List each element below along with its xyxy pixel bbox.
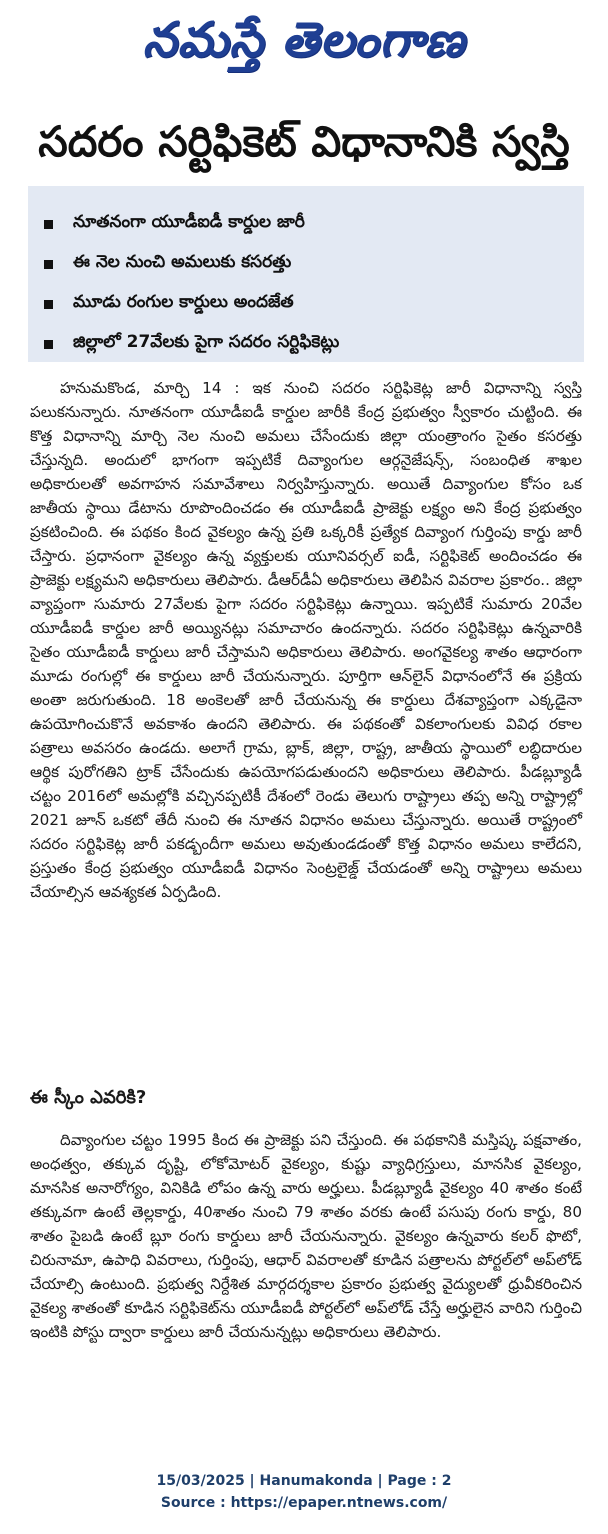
highlight-text: నూతనంగా యూడీఐడీ కార్డుల జారీ (73, 212, 305, 232)
bullet-square-icon (44, 300, 53, 309)
page-footer (0, 1470, 608, 1514)
article-body (30, 376, 582, 904)
highlights-box (28, 186, 584, 362)
bullet-square-icon (44, 220, 53, 229)
body-paragraph: దివ్యాంగుల చట్టం 1995 కింద ఈ ప్రాజెక్టు పని చేస్తుంది. ఈ పథకానికి మస్తిష్క పక్షవాతం, అంధత్వం, తక్కువ దృష్టి, లోకోమోటర్ వైకల్యం, కుష్టు వ్యాధిగ్రస్తులు, మానసిక వైకల్యం, మానసిక అనారోగ్యం, వినికిడి లోపం ఉన్న వారు అర్హులు. పీడబ్ల్యూడీ వైకల్యం 40 శాతం కంటే తక్కువగా ఉంటే తెల్లకార్డు, 40శాతం నుంచి 79 శాతం వరకు ఉంటే పసుపు రంగు కార్డు, 80 శాతం పైబడి ఉంటే బ్లూ రంగు కార్డులు జారీ చేయనున్నారు. వైకల్యం ఉన్నవారు కలర్ ఫొటో, చిరునామా, ఉపాధి వివరాలు, గుర్తింపు, ఆధార్ వివరాలతో కూడిన పత్రాలను పోర్టల్‌లో అప్‌లోడ్ చేయాల్సి ఉంటుంది. ప్రభుత్వ నిర్దేశిత మార్గదర్శకాల ప్రకారం ప్రభుత్వ వైద్యులతో ధ్రువీకరించిన వైకల్య శాతంతో కూడిన సర్టిఫికెట్‌ను యూడీఐడీ పోర్టల్‌లో అప్‌లోడ్ చేస్తే అర్హులైన వారిని గుర్తించి ఇంటికి పోస్టు ద్వారా కార్డులు జారీ చేయనున్నట్లు అధికారులు తెలిపారు. (30, 1131, 582, 1341)
masthead (0, 0, 608, 92)
highlight-item (28, 204, 584, 244)
article-body-section-2 (30, 1128, 582, 1344)
bullet-square-icon (44, 340, 53, 349)
dateline: 15/03/2025 | Hanumakonda | Page : 2 (156, 1473, 452, 1489)
article-headline: సదరం సర్టిఫికెట్ విధానానికి స్వస్తి (38, 117, 570, 166)
highlight-text: జిల్లాలో 27వేలకు పైగా సదరం సర్టిఫికెట్లు (73, 332, 340, 352)
highlight-item (28, 324, 584, 364)
bullet-square-icon (44, 260, 53, 269)
highlight-text: మూడు రంగుల కార్డులు అందజేత (73, 292, 294, 312)
newspaper-logo: నమస్తే తెలంగాణ (142, 12, 466, 68)
highlight-item (28, 244, 584, 284)
highlight-text: ఈ నెల నుంచి అమలుకు కసరత్తు (73, 252, 292, 272)
section-subheading: ఈ స్కీం ఎవరికి? (30, 1087, 147, 1108)
source-link[interactable]: Source : https://epaper.ntnews.com/ (160, 1495, 448, 1511)
highlight-item (28, 284, 584, 324)
body-paragraph: హనుమకొండ, మార్చి 14 : ఇక నుంచి సదరం సర్టిఫికెట్ల జారీ విధానాన్ని స్వస్తి పలుకనున్నారు. నూతనంగా యూడీఐడీ కార్డుల జారీకి కేంద్ర ప్రభుత్వం స్వీకారం చుట్టింది. ఈ కొత్త విధానాన్ని మార్చి నెల నుంచి అమలు చేసేందుకు జిల్లా యంత్రాంగం సైతం కసరత్తు చేస్తున్నది. అందులో భాగంగా ఇప్పటికే దివ్యాంగుల ఆర్గనైజేషన్స్, సంబంధిత శాఖల అధికారులతో అవగాహన సమావేశాలు నిర్వహిస్తున్నారు. అయితే దివ్యాంగుల కోసం ఒక జాతీయ స్థాయి డేటాను రూపొందించడం ఈ యూడీఐడీ ప్రాజెక్టు లక్ష్యం అని కేంద్ర ప్రభుత్వం ప్రకటించింది. ఈ పథకం కింద వైకల్యం ఉన్న ప్రతి ఒక్కరికీ ప్రత్యేక దివ్యాంగ గుర్తింపు కార్డు జారీ చేస్తారు. ప్రధానంగా వైకల్యం ఉన్న వ్యక్తులకు యూనివర్సల్ ఐడీ, సర్టిఫికెట్ అందించడం ఈ ప్రాజెక్టు లక్ష్యమని అధికారులు తెలిపారు. డీఆర్‌డీఏ అధికారులు తెలిపిన వివరాల ప్రకారం.. జిల్లా వ్యాప్తంగా సుమారు 27వేలకు పైగా సదరం సర్టిఫికెట్లు ఉన్నాయి. ఇప్పటికే సుమారు 20వేల యూడీఐడీ కార్డుల జారీ అయ్యినట్లు సమాచారం ఉందన్నారు. సదరం సర్టిఫికెట్లు ఉన్నవారికి సైతం యూడీఐడీ కార్డులు జారీ చేస్తామని అధికారులు తెలిపారు. అంగవైకల్య శాతం ఆధారంగా మూడు రంగుల్లో ఈ కార్డులు జారీ చేయనున్నారు. పూర్తిగా ఆన్‌లైన్ విధానంలోనే ఈ ప్రక్రియ అంతా జరుగుతుంది. 18 అంకెలతో జారీ చేయనున్న ఈ కార్డులు దేశవ్యాప్తంగా ఎక్కడైనా ఉపయోగించుకొనే అవకాశం ఉందని తెలిపారు. ఈ పథకంతో వికలాంగులకు వివిధ రకాల పత్రాలు అవసరం ఉండదు. అలాగే గ్రామ, బ్లాక్, జిల్లా, రాష్ట్ర, జాతీయ స్థాయిలో లబ్ధిదారుల ఆర్థిక పురోగతిని ట్రాక్ చేసేందుకు ఉపయోగపడుతుందని అధికారులు తెలిపారు. పీడబ్ల్యూడీ చట్టం 2016లో అమల్లోకి వచ్చినప్పటికీ దేశంలో రెండు తెలుగు రాష్ట్రాలు తప్ప అన్ని రాష్ట్రాల్లో 2021 జూన్ ఒకటో తేదీ నుంచి ఈ నూతన విధానం అమలు చేస్తున్నారు. అయితే రాష్ట్రంలో సదరం సర్టిఫికెట్ల జారీ పకడ్బందీగా అమలు అవుతుండడంతో కొత్త విధానం అమలు కాలేదని, ప్రస్తుతం కేంద్ర ప్రభుత్వం యూడీఐడీ విధానం సెంట్రలైజ్డ్ చేయడంతో అన్ని రాష్ట్రాలు అమలు చేయాల్సిన ఆవశ్యకత ఏర్పడింది. (30, 379, 583, 901)
